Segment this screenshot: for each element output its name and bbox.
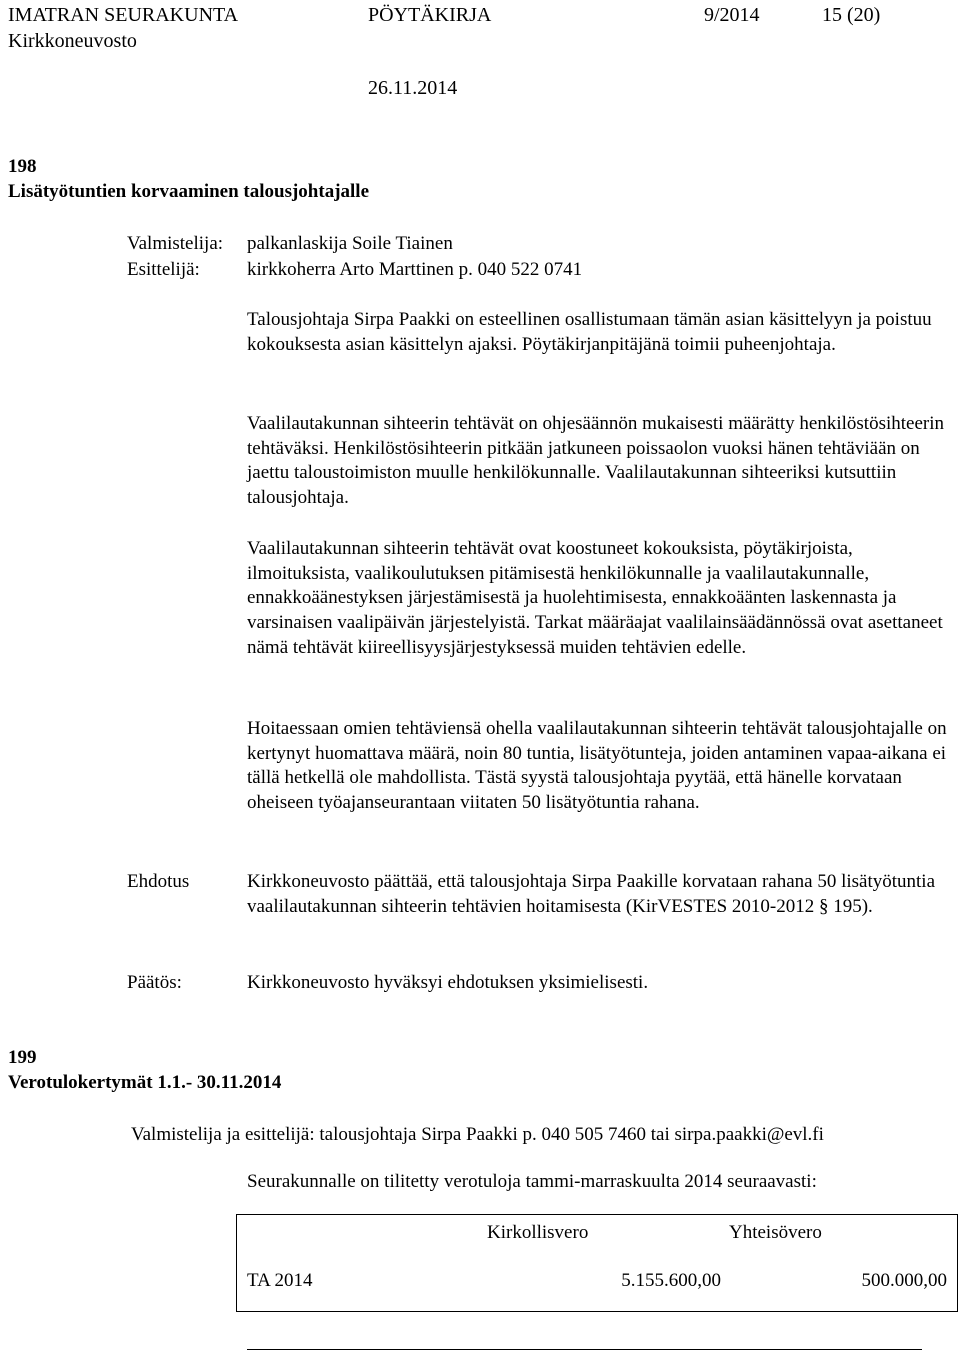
- table-row-label: TA 2014: [247, 1270, 313, 1291]
- proposal-label: Ehdotus: [127, 871, 190, 892]
- header-date: 26.11.2014: [368, 77, 458, 99]
- paragraph-1: Talousjohtaja Sirpa Paakki on esteellinen osallistumaan tämän asian käsittelyyn ja poistuu kokouksesta asian käsittelyn ajaksi. Pöytäkirjanpitäjänä toimii puheenjohtaja.: [247, 309, 932, 355]
- signature-line: [247, 1349, 922, 1350]
- item-number: 198: [8, 156, 37, 177]
- proposal-text: Kirkkoneuvosto päättää, että talousjohtaja Sirpa Paakille korvataan rahana 50 lisätyötuntia vaalilautakunnan sihteerin tehtävien hoitamisesta (KirVESTES 2010-2012 § 195).: [247, 871, 936, 917]
- preparer-label: Valmistelija:: [127, 233, 224, 254]
- item-number-199: 199: [8, 1047, 37, 1068]
- header-number: 9/2014: [704, 4, 760, 26]
- preparer-value: palkanlaskija Soile Tiainen: [247, 233, 453, 254]
- presenter-value: kirkkoherra Arto Marttinen p. 040 522 0741: [247, 259, 583, 280]
- header-org: IMATRAN SEURAKUNTA: [8, 4, 239, 26]
- header-body: Kirkkoneuvosto: [8, 30, 137, 52]
- presenter-label: Esittelijä:: [127, 259, 200, 280]
- paragraph-3: Vaalilautakunnan sihteerin tehtävät ovat koostuneet kokouksista, pöytäkirjoista, ilmoituksista, vaalikoulutuksen pitämisestä henkilökunnalle ja vaalilautakunnalle, ennakkoäänestyksen järjestämisestä ja huolehtimisesta, ennakkoäänten laskennasta ja varsinaisen vaalipäivän järjestelyistä. Tarkat määräajat vaalilainsäädännössä ovat asettaneet nämä tehtävät kiireellisyysjärjestyksessä muiden tehtävien edelle.: [247, 538, 943, 658]
- table-cell-corporate-tax: 500.000,00: [861, 1270, 947, 1291]
- header-page: 15 (20): [822, 4, 881, 26]
- decision-label: Päätös:: [127, 972, 182, 993]
- table-header-church-tax: Kirkollisvero: [487, 1222, 589, 1243]
- item-title-199: Verotulokertymät 1.1.- 30.11.2014: [8, 1072, 282, 1093]
- table-cell-church-tax: 5.155.600,00: [621, 1270, 721, 1291]
- intro-199: Seurakunnalle on tilitetty verotuloja tammi-marraskuulta 2014 seuraavasti:: [247, 1171, 817, 1192]
- paragraph-2: Vaalilautakunnan sihteerin tehtävät on ohjesäännön mukaisesti määrätty henkilöstösihteerin tehtäväksi. Henkilöstösihteerin pitkään jatkuneen poissaolon vuoksi hänen tehtäviään on jaettu taloustoimiston muulle henkilökunnalle. Vaalilautakunnan sihteeriksi kutsuttiin talousjohtaja.: [247, 413, 944, 509]
- tax-table: [236, 1214, 958, 1312]
- table-header-corporate-tax: Yhteisövero: [729, 1222, 822, 1243]
- item-title: Lisätyötuntien korvaaminen talousjohtajalle: [8, 181, 370, 202]
- preparer-199: Valmistelija ja esittelijä: talousjohtaja Sirpa Paakki p. 040 505 7460 tai sirpa.paakki@evl.fi: [131, 1124, 824, 1145]
- decision-text: Kirkkoneuvosto hyväksyi ehdotuksen yksimielisesti.: [247, 972, 649, 993]
- header-doc-type: PÖYTÄKIRJA: [368, 4, 492, 26]
- paragraph-4: Hoitaessaan omien tehtäviensä ohella vaalilautakunnan sihteerin tehtävät talousjohtajalle on kertynyt huomattava määrä, noin 80 tuntia, lisätyötunteja, joiden antaminen vapaa-aikana ei tällä hetkellä ole mahdollista. Tästä syystä talousjohtaja pyytää, että hänelle korvataan oheiseen työajanseurantaan viitaten 50 lisätyötuntia rahana.: [247, 718, 947, 814]
